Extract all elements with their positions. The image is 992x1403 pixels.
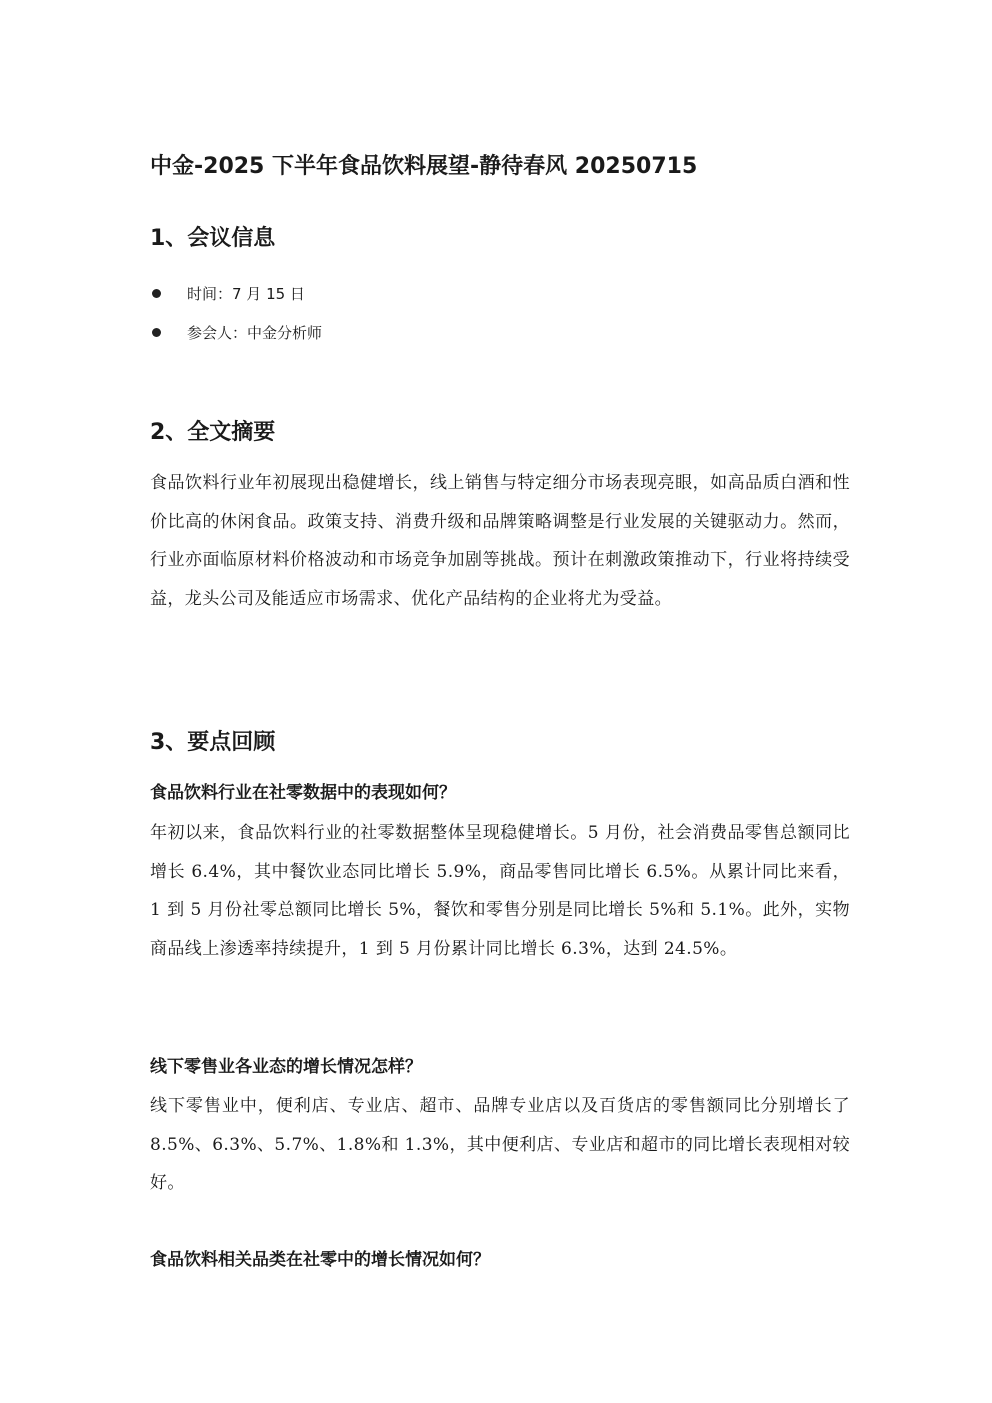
meeting-info-list xyxy=(150,274,322,352)
section-heading-meeting-info: 1、会议信息 xyxy=(150,226,276,251)
list-item xyxy=(150,313,322,352)
answer-1: 年初以来，食品饮料行业的社零数据整体呈现稳健增长。5 月份，社会消费品零售总额同比增长 6.4%，其中餐饮业态同比增长 5.9%，商品零售同比增长 6.5%。从累计同比来看，1 到 5 月份社零总额同比增长 5%，餐饮和零售分别是同比增长 5%和 5.1%。此外，实物商品线上渗透率持续提升，1 到 5 月份累计同比增长 6.3%，达到 24.5%。 xyxy=(150,823,850,959)
question-3: 食品饮料相关品类在社零中的增长情况如何？ xyxy=(150,1250,490,1270)
question-2: 线下零售业各业态的增长情况怎样？ xyxy=(150,1057,422,1077)
list-item xyxy=(150,274,322,313)
section-heading-summary: 2、全文摘要 xyxy=(150,420,276,445)
meeting-time: 时间：7 月 15 日 xyxy=(187,284,305,303)
meeting-participants: 参会人：中金分析师 xyxy=(187,323,323,342)
answer-2: 线下零售业中，便利店、专业店、超市、品牌专业店以及百货店的零售额同比分别增长了 8.5%、6.3%、5.7%、1.8%和 1.3%，其中便利店、专业店和超市的同比增长表现相对较好。 xyxy=(150,1096,850,1193)
document-title: 中金-2025 下半年食品饮料展望-静待春风 20250715 xyxy=(150,154,698,179)
section-heading-highlights: 3、要点回顾 xyxy=(150,730,276,755)
summary-paragraph: 食品饮料行业年初展现出稳健增长，线上销售与特定细分市场表现亮眼，如高品质白酒和性价比高的休闲食品。政策支持、消费升级和品牌策略调整是行业发展的关键驱动力。然而，行业亦面临原材料价格波动和市场竞争加剧等挑战。预计在刺激政策推动下，行业将持续受益，龙头公司及能适应市场需求、优化产品结构的企业将尤为受益。 xyxy=(150,473,850,609)
bullet-icon xyxy=(152,328,161,337)
bullet-icon xyxy=(152,289,161,298)
question-1: 食品饮料行业在社零数据中的表现如何？ xyxy=(150,783,456,803)
